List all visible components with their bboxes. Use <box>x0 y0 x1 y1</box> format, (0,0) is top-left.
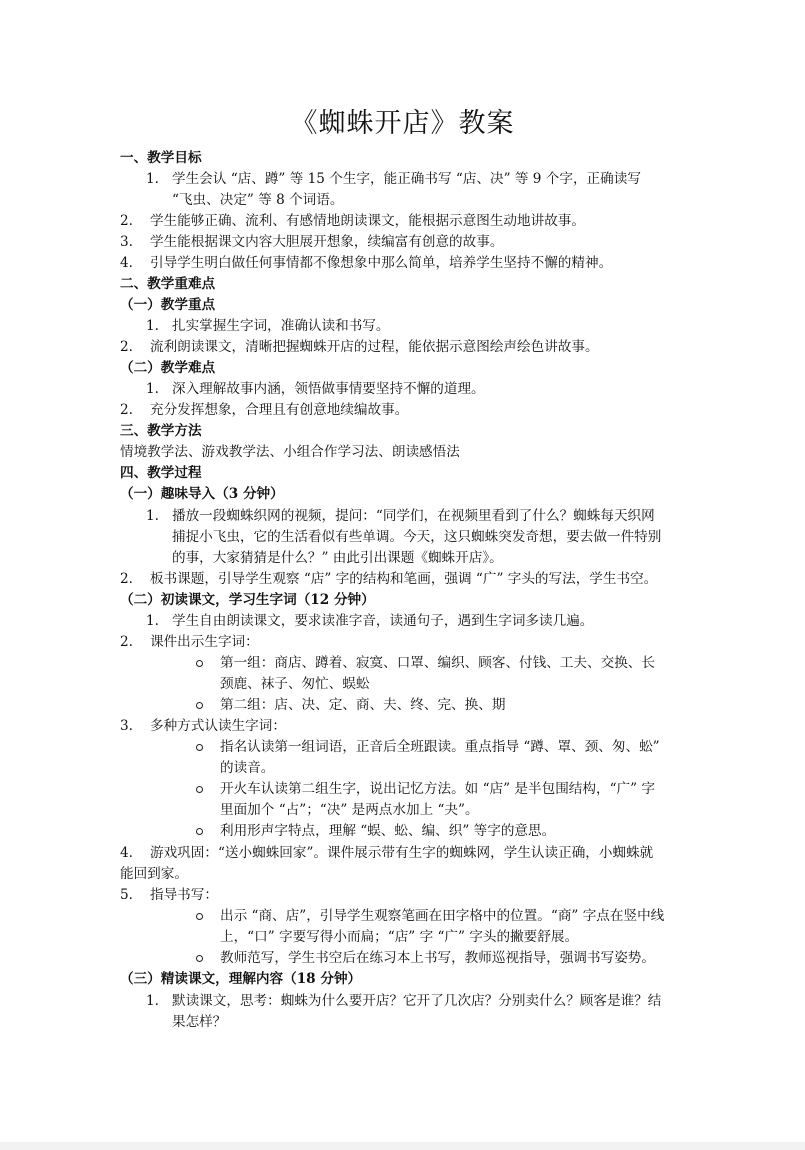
reading-way-2-line-2: 里面加个 “占”；“决” 是两点水加上 “夬”。 <box>220 802 479 818</box>
reading-2-text: 课件出示生字词： <box>150 634 259 650</box>
intro-1-line-3: 的事，大家猜猜是什么？” 由此引出课题《蜘蛛开店》。 <box>172 550 503 566</box>
writing-guide-1-line-1: 出示 “商、店”，引导学生观察笔画在田字格中的位置。“商” 字点在竖中线 <box>220 908 665 924</box>
intro-1-line-2: 捕捉小飞虫，它的生活看似有些单调。今天，这只蜘蛛突发奇想，要去做一件特别 <box>172 529 662 545</box>
reading-3-number: 3. <box>120 718 133 734</box>
objective-2-text: 学生能够正确、流利、有感情地朗读课文，能根据示意图生动地讲故事。 <box>150 213 585 229</box>
objective-1-line-1: 学生会认 “店、蹲” 等 15 个生字，能正确书写 “店、决” 等 9 个字，正确读写 <box>172 171 641 187</box>
intro-1-line-1: 播放一段蜘蛛织网的视频，提问：“同学们，在视频里看到了什么？蜘蛛每天织网 <box>172 508 655 524</box>
word-group-2: 第二组：店、决、定、商、夫、终、完、换、期 <box>220 697 506 713</box>
bullet-icon <box>196 786 203 793</box>
reading-4-line-2: 能回到家。 <box>120 866 188 882</box>
study-1-number: 1. <box>146 993 159 1009</box>
word-group-1-line-2: 颈鹿、袜子、匆忙、蜈蚣 <box>220 676 370 692</box>
bullet-icon <box>196 828 203 835</box>
focus-1-text: 扎实掌握生字词，准确认读和书写。 <box>172 318 390 334</box>
difficulty-subheading: （二）教学难点 <box>120 360 216 376</box>
reading-1-text: 学生自由朗读课文，要求读准字音，读通句子，遇到生字词多读几遍。 <box>172 613 594 629</box>
page-bottom-edge <box>0 1142 805 1150</box>
first-reading-subheading: （二）初读课文，学习生字词（12 分钟） <box>120 592 375 608</box>
objectives-heading: 一、教学目标 <box>120 150 202 166</box>
reading-5-text: 指导书写： <box>150 887 218 903</box>
intro-subheading: （一）趣味导入（3 分钟） <box>120 486 284 502</box>
key-points-heading: 二、教学重难点 <box>120 276 216 292</box>
writing-guide-1-line-2: 上，“口” 字要写得小而扁；“店” 字 “广” 字头的撇要舒展。 <box>220 929 579 945</box>
methods-text: 情境教学法、游戏教学法、小组合作学习法、朗读感悟法 <box>120 444 460 460</box>
intro-2-number: 2. <box>120 571 133 587</box>
difficulty-1-text: 深入理解故事内涵，领悟做事情要坚持不懈的道理。 <box>172 381 485 397</box>
reading-1-number: 1. <box>146 613 159 629</box>
study-1-line-2: 果怎样？ <box>172 1014 227 1030</box>
objective-1-line-2: “飞虫、决定” 等 8 个词语。 <box>172 192 344 208</box>
focus-2-text: 流利朗读课文，清晰把握蜘蛛开店的过程，能依据示意图绘声绘色讲故事。 <box>150 339 599 355</box>
focus-subheading: （一）教学重点 <box>120 297 216 313</box>
bullet-icon <box>196 744 203 751</box>
objective-4-number: 4. <box>120 255 133 271</box>
reading-way-1-line-1: 指名认读第一组词语，正音后全班跟读。重点指导 “蹲、罩、颈、匆、蚣” <box>220 739 660 755</box>
methods-heading: 三、教学方法 <box>120 423 202 439</box>
bullet-icon <box>196 702 203 709</box>
objective-3-text: 学生能根据课文内容大胆展开想象，续编富有创意的故事。 <box>150 234 504 250</box>
writing-guide-2: 教师范写，学生书空后在练习本上书写，教师巡视指导，强调书写姿势。 <box>220 950 655 966</box>
process-heading: 四、教学过程 <box>120 465 202 481</box>
intro-1-number: 1. <box>146 508 159 524</box>
objective-1-number: 1. <box>146 171 159 187</box>
difficulty-2-text: 充分发挥想象，合理且有创意地续编故事。 <box>150 402 409 418</box>
close-reading-subheading: （三）精读课文，理解内容（18 分钟） <box>120 971 362 987</box>
focus-2-number: 2. <box>120 339 133 355</box>
document-title: 《蜘蛛开店》教案 <box>290 108 515 139</box>
reading-way-1-line-2: 的读音。 <box>220 760 275 776</box>
reading-way-2-line-1: 开火车认读第二组生字，说出记忆方法。如 “店” 是半包围结构，“广” 字 <box>220 781 655 797</box>
reading-2-number: 2. <box>120 634 133 650</box>
bullet-icon <box>196 913 203 920</box>
bullet-icon <box>196 660 203 667</box>
objective-4-text: 引导学生明白做任何事情都不像想象中那么简单，培养学生坚持不懈的精神。 <box>150 255 613 271</box>
objective-3-number: 3. <box>120 234 133 250</box>
difficulty-2-number: 2. <box>120 402 133 418</box>
reading-3-text: 多种方式认读生字词： <box>150 718 286 734</box>
word-group-1-line-1: 第一组：商店、蹲着、寂寞、口罩、编织、顾客、付钱、工夫、交换、长 <box>220 655 655 671</box>
bullet-icon <box>196 955 203 962</box>
reading-4-number: 4. <box>120 845 133 861</box>
intro-2-text: 板书课题，引导学生观察 “店” 字的结构和笔画，强调 “广” 字头的写法，学生书空。 <box>150 571 658 587</box>
objective-2-number: 2. <box>120 213 133 229</box>
reading-4-line-1: 游戏巩固：“送小蜘蛛回家”。课件展示带有生字的蜘蛛网，学生认读正确，小蜘蛛就 <box>150 845 654 861</box>
focus-1-number: 1. <box>146 318 159 334</box>
reading-way-3: 利用形声字特点，理解 “蜈、蚣、编、织” 等字的意思。 <box>220 823 556 839</box>
difficulty-1-number: 1. <box>146 381 159 397</box>
reading-5-number: 5. <box>120 887 133 903</box>
study-1-line-1: 默读课文，思考：蜘蛛为什么要开店？它开了几次店？分别卖什么？顾客是谁？结 <box>172 993 662 1009</box>
